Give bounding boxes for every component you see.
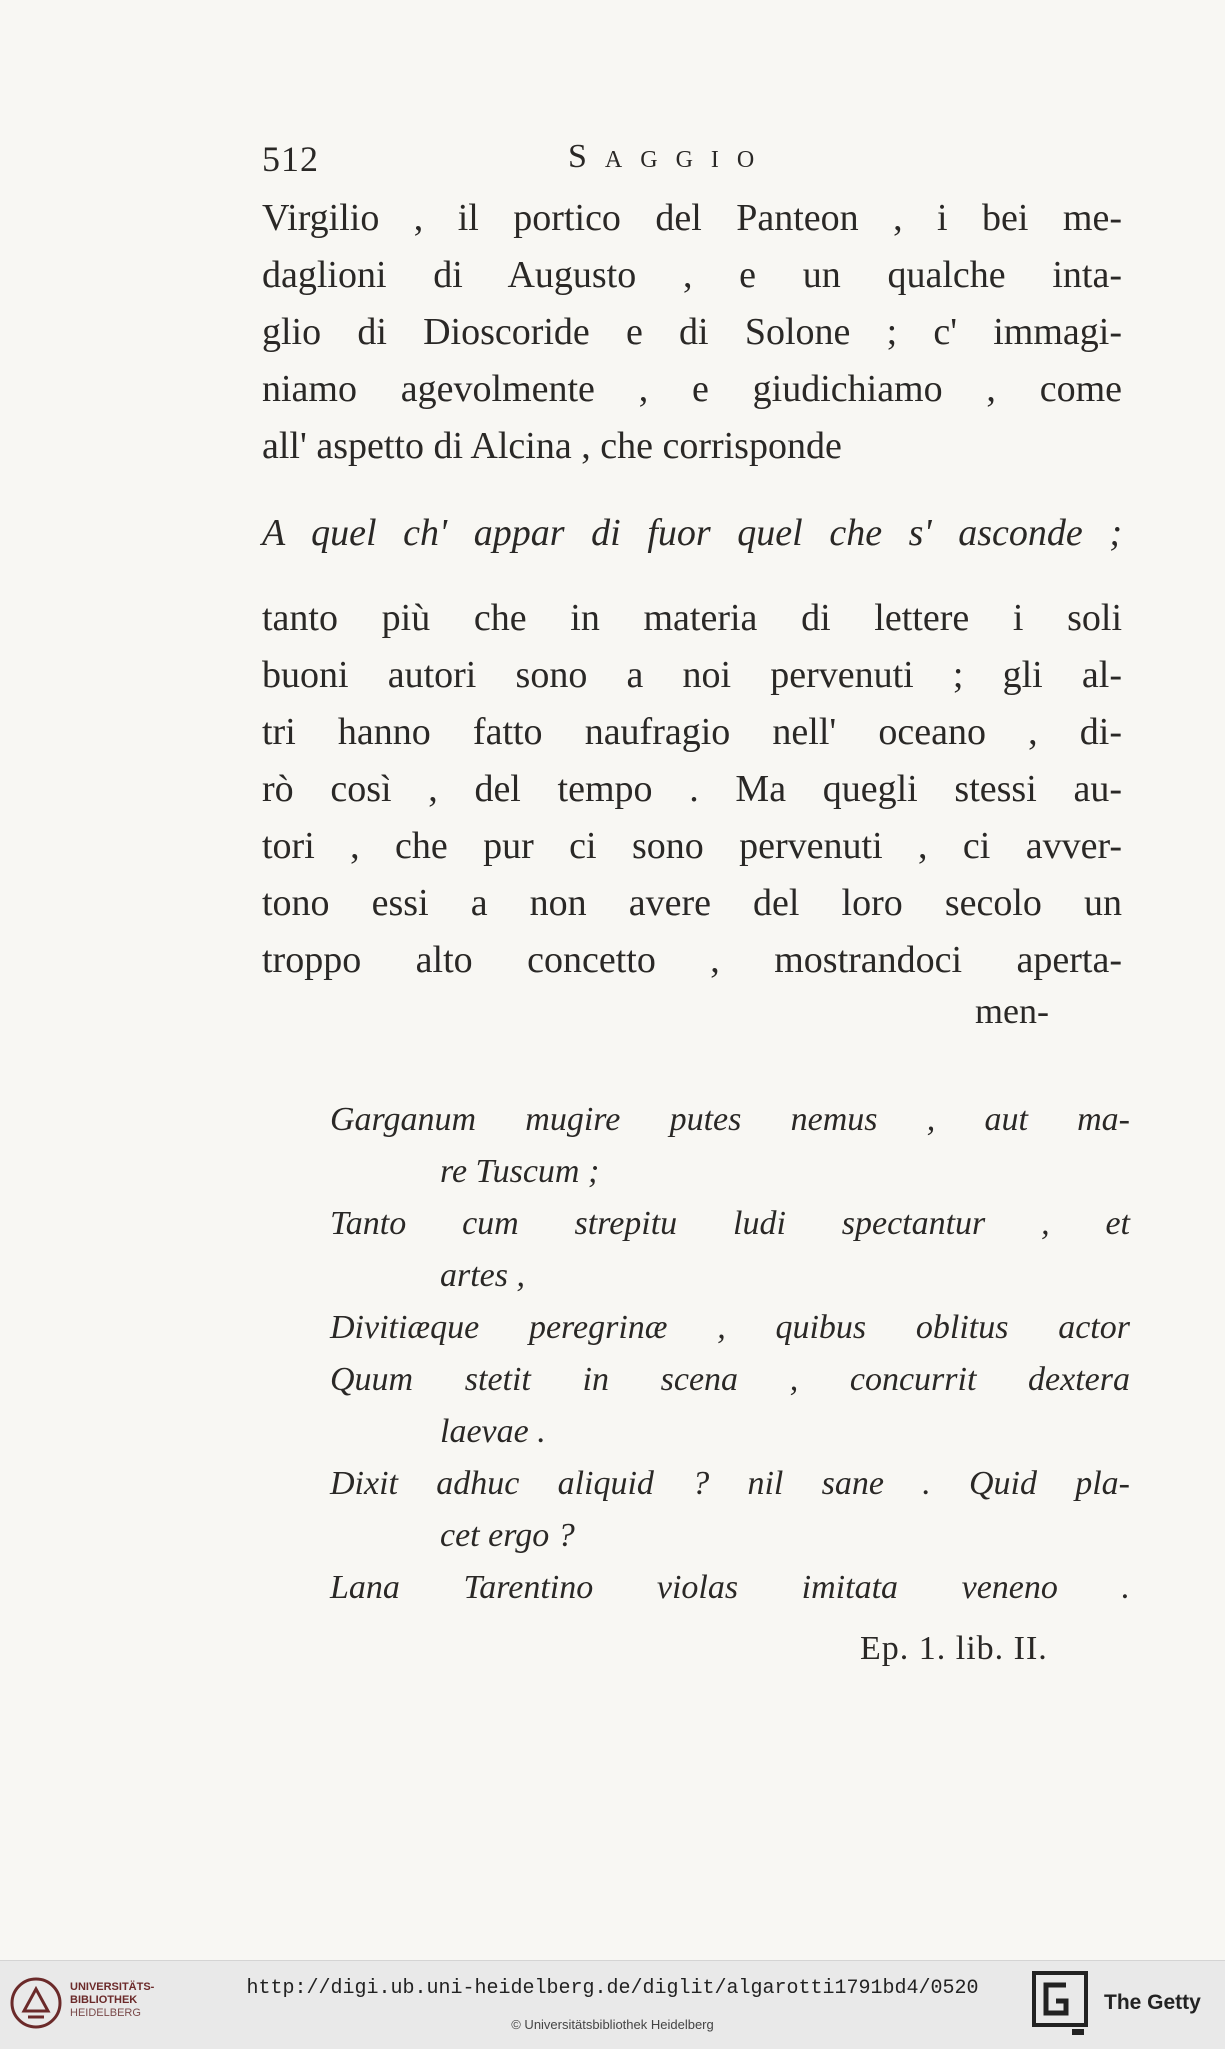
prose-line: niamo agevolmente , e giudichiamo , come [262, 368, 1122, 410]
running-title: Saggio [568, 138, 773, 175]
ub-logo-line: HEIDELBERG [70, 2007, 141, 2019]
prose-block-2 [262, 590, 1122, 989]
prose-line: all' aspetto di Alcina , che corrisponde [262, 425, 842, 467]
copyright-notice: © Universitätsbibliothek Heidelberg [511, 2017, 714, 2032]
verse-line: Divitiæque peregrinæ , quibus oblitus actor [330, 1309, 1130, 1346]
verse-line: Dixit adhuc aliquid ? nil sane . Quid pla- [330, 1465, 1130, 1502]
prose-line: tono essi a non avere del loro secolo un [262, 882, 1122, 924]
prose-line: Virgilio , il portico del Panteon , i bei me- [262, 197, 1122, 239]
verse-line: cet ergo ? [440, 1517, 575, 1554]
getty-label: The Getty [1104, 1991, 1201, 2014]
prose-line: daglioni di Augusto , e un qualche inta- [262, 254, 1122, 296]
prose-line: tri hanno fatto naufragio nell' oceano , di- [262, 711, 1122, 753]
prose-line: tori , che pur ci sono pervenuti , ci avver- [262, 825, 1122, 867]
verse-line: Tanto cum strepitu ludi spectantur , et [330, 1205, 1130, 1242]
getty-logo-icon [1032, 1971, 1088, 2037]
prose-line: tanto più che in materia di lettere i soli [262, 597, 1122, 639]
citation: Ep. 1. lib. II. [860, 1630, 1048, 1667]
prose-block-1 [262, 190, 1122, 475]
quoted-verse: A quel ch' appar di fuor quel che s' asconde ; [262, 512, 1122, 554]
verse-line: artes , [440, 1257, 525, 1294]
prose-line: rò così , del tempo . Ma quegli stessi au- [262, 768, 1122, 810]
prose-line: buoni autori sono a noi pervenuti ; gli al- [262, 654, 1122, 696]
verse-line: Quum stetit in scena , concurrit dextera [330, 1361, 1130, 1398]
verse-line: Garganum mugire putes nemus , aut ma- [330, 1101, 1130, 1138]
page-header [262, 138, 1122, 188]
verse-line: Lana Tarentino violas imitata veneno . [330, 1569, 1130, 1606]
verse-line: laevae . [440, 1413, 546, 1450]
viewer-footer [0, 1960, 1225, 2049]
prose-line: glio di Dioscoride e di Solone ; c' immagi- [262, 311, 1122, 353]
ub-logo-line: UNIVERSITÄTS- [70, 1981, 155, 1993]
page-number: 512 [262, 139, 319, 179]
prose-line: troppo alto concetto , mostrandoci aperta- [262, 939, 1122, 981]
verse-line: re Tuscum ; [440, 1153, 600, 1190]
ub-logo-line: BIBLIOTHEK [70, 1994, 138, 2006]
permalink-url[interactable]: http://digi.ub.uni-heidelberg.de/diglit/algarotti1791bd4/0520 [246, 1977, 979, 2000]
latin-verse-block [330, 1094, 1130, 1614]
catchword: men- [975, 991, 1049, 1031]
